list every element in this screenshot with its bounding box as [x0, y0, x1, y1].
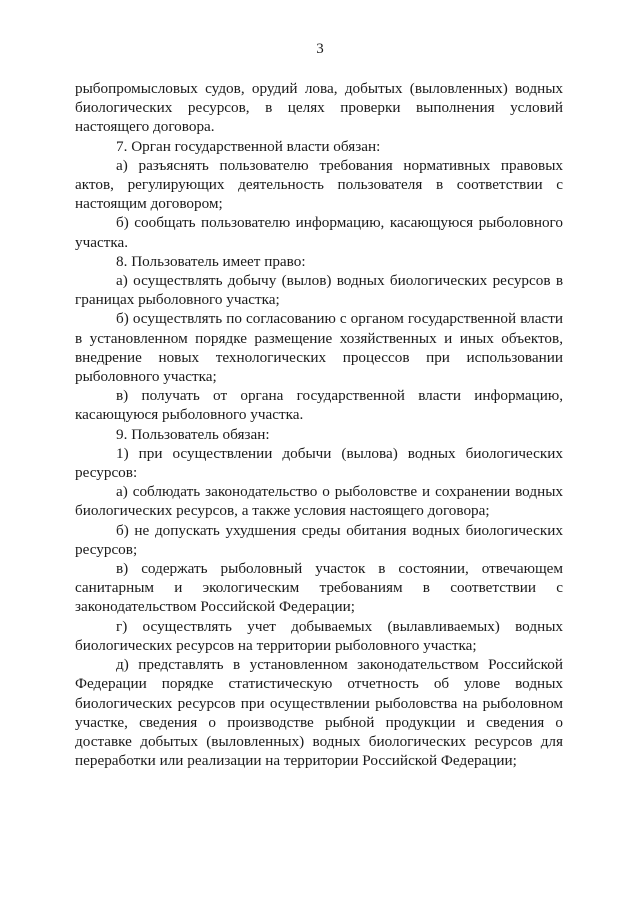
paragraph: д) представлять в установленном законодательством Российской Федерации порядке статистическую отчетность об улове водных биологических ресурсов при осуществлении рыболовства на рыболовном участке, сведения о производстве рыбной продукции и сведения о доставке добытых (выловленных) водных биологических ресурсов для переработки или реализации на территории Российской Федерации; — [75, 656, 563, 770]
paragraph: а) соблюдать законодательство о рыболовстве и сохранении водных биологических ресурсов, а также условия настоящего договора; — [75, 483, 563, 520]
document-body — [75, 79, 563, 770]
paragraph: в) получать от органа государственной власти информацию, касающуюся рыболовного участка. — [75, 387, 563, 424]
paragraph: рыбопромысловых судов, орудий лова, добытых (выловленных) водных биологических ресурсов, в целях проверки выполнения условий настоящего договора. — [75, 80, 563, 136]
paragraph: 9. Пользователь обязан: — [116, 425, 270, 443]
paragraph: 8. Пользователь имеет право: — [116, 252, 306, 270]
paragraph: б) сообщать пользователю информацию, касающуюся рыболовного участка. — [75, 214, 563, 251]
paragraph: 1) при осуществлении добычи (вылова) водных биологических ресурсов: — [75, 444, 563, 482]
paragraph: в) содержать рыболовный участок в состоянии, отвечающем санитарным и экологическим требованиям в соответствии с законодательством Российской Федерации; — [75, 560, 563, 616]
paragraph: 7. Орган государственной власти обязан: — [116, 137, 381, 155]
paragraph: б) не допускать ухудшения среды обитания водных биологических ресурсов; — [75, 521, 563, 558]
paragraph: б) осуществлять по согласованию с органом государственной власти в установленном порядке размещение хозяйственных и иных объектов, внедрение новых технологических процессов при использовании рыболовного участка; — [75, 310, 563, 386]
paragraph: а) разъяснять пользователю требования нормативных правовых актов, регулирующих деятельность пользователя в соответствии с настоящим договором; — [75, 156, 563, 213]
paragraph: а) осуществлять добычу (вылов) водных биологических ресурсов в границах рыболовного участка; — [75, 272, 563, 309]
page-number: 3 — [316, 41, 324, 57]
paragraph: г) осуществлять учет добываемых (вылавливаемых) водных биологических ресурсов на территории рыболовного участка; — [75, 617, 563, 654]
